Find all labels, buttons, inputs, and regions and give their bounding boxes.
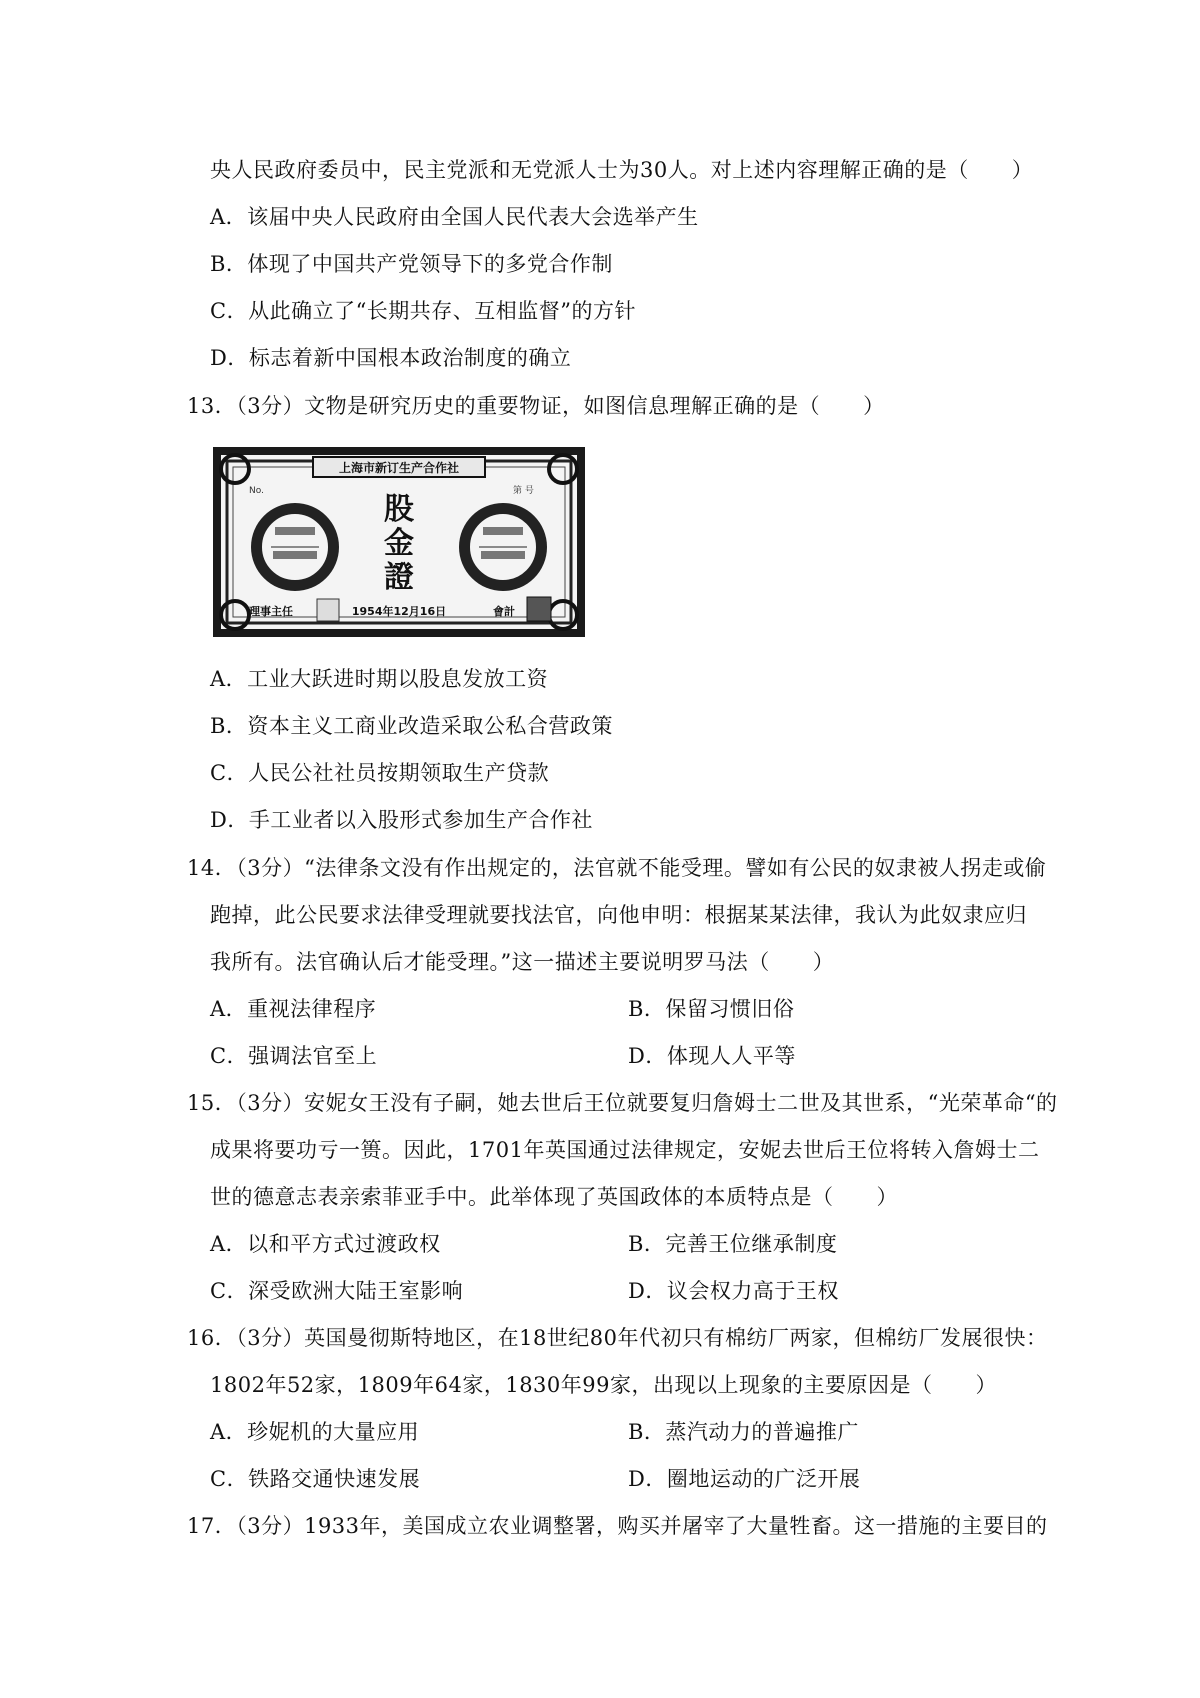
q12-option-d: D．标志着新中国根本政治制度的确立 xyxy=(210,346,572,370)
svg-text:會計: 會計 xyxy=(493,605,515,618)
certificate-date: 1954年12月16日 xyxy=(351,605,447,618)
seal-stamp-icon xyxy=(527,597,551,621)
q12-option-c: C．从此确立了“长期共存、互相监督”的方针 xyxy=(210,299,637,323)
q12-option-b: B．体现了中国共产党领导下的多党合作制 xyxy=(210,252,613,276)
q14-stem-line3: 我所有。法官确认后才能受理。”这一描述主要说明罗马法（ ） xyxy=(210,950,835,974)
q13-option-d: D．手工业者以入股形式参加生产合作社 xyxy=(210,808,593,832)
q16-option-c: C．铁路交通快速发展 xyxy=(210,1467,421,1491)
q15-option-b: B．完善王位继承制度 xyxy=(628,1232,838,1256)
q13-option-a: A．工业大跃进时期以股息发放工资 xyxy=(210,667,549,691)
svg-text:No.: No. xyxy=(249,486,264,496)
q15-option-a: A．以和平方式过渡政权 xyxy=(210,1232,441,1256)
q12-stem-continuation: 央人民政府委员中，民主党派和无党派人士为30人。对上述内容理解正确的是（ ） xyxy=(210,158,1034,182)
certificate-char-2: 金 xyxy=(384,526,414,561)
q13-stem: 13．（3分）文物是研究历史的重要物证，如图信息理解正确的是（ ） xyxy=(187,394,885,418)
q13-option-b: B．资本主义工商业改造采取公私合营政策 xyxy=(210,714,613,738)
q15-option-c: C．深受欧洲大陆王室影响 xyxy=(210,1279,464,1303)
q14-option-d: D．体现人人平等 xyxy=(628,1044,796,1068)
q12-option-a: A．该届中央人民政府由全国人民代表大会选举产生 xyxy=(210,205,699,229)
certificate-header: 上海市新订生产合作社 xyxy=(338,461,460,475)
certificate-char-1: 股 xyxy=(384,492,414,527)
svg-text:理事主任: 理事主任 xyxy=(249,605,293,618)
q15-stem-line2: 成果将要功亏一篑。因此，1701年英国通过法律规定，安妮去世后王位将转入詹姆士二 xyxy=(210,1138,1040,1162)
q17-stem-line1: 17．（3分）1933年，美国成立农业调整署，购买并屠宰了大量牲畜。这一措施的主要目的 xyxy=(187,1514,1048,1538)
q15-stem-line1: 15．（3分）安妮女王没有子嗣，她去世后王位就要复归詹姆士二世及其世系，“光荣革命“的 xyxy=(187,1091,1058,1115)
q16-stem-line1: 16．（3分）英国曼彻斯特地区，在18世纪80年代初只有棉纺厂两家，但棉纺厂发展很快： xyxy=(187,1326,1048,1350)
right-gear-seal-icon xyxy=(459,503,547,591)
q15-stem-line3: 世的德意志表亲索菲亚手中。此举体现了英国政体的本质特点是（ ） xyxy=(210,1185,898,1209)
svg-text:第 号: 第 号 xyxy=(513,486,534,496)
q14-stem-line2: 跑掉，此公民要求法律受理就要找法官，向他申明：根据某某法律，我认为此奴隶应归 xyxy=(210,903,1027,927)
certificate-char-3: 證 xyxy=(384,560,414,595)
q16-option-b: B．蒸汽动力的普遍推广 xyxy=(628,1420,859,1444)
q16-stem-line2: 1802年52家，1809年64家，1830年99家，出现以上现象的主要原因是（ ） xyxy=(210,1373,997,1397)
q14-option-c: C．强调法官至上 xyxy=(210,1044,378,1068)
left-gear-seal-icon xyxy=(251,503,339,591)
q13-option-c: C．人民公社社员按期领取生产贷款 xyxy=(210,761,550,785)
signature-stamp-icon xyxy=(317,599,339,621)
q14-option-a: A．重视法律程序 xyxy=(210,997,377,1021)
q16-option-d: D．圈地运动的广泛开展 xyxy=(628,1467,861,1491)
q14-stem-line1: 14．（3分）“法律条文没有作出规定的，法官就不能受理。譬如有公民的奴隶被人拐走或偷 xyxy=(187,856,1047,880)
q16-option-a: A．珍妮机的大量应用 xyxy=(210,1420,420,1444)
q15-option-d: D．议会权力高于王权 xyxy=(628,1279,839,1303)
share-certificate-image xyxy=(213,447,585,637)
q14-option-b: B．保留习惯旧俗 xyxy=(628,997,795,1021)
